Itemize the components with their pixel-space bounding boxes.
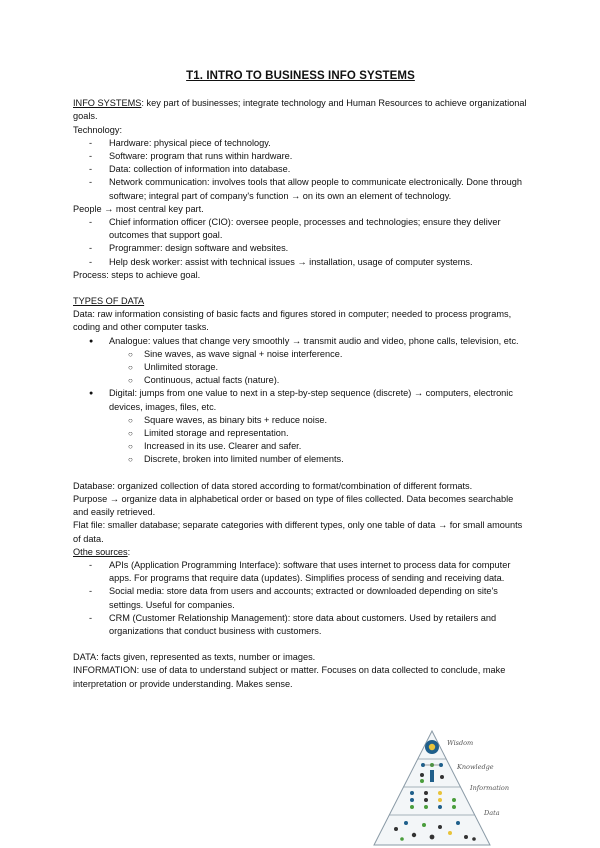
other-sources-colon: : — [127, 546, 131, 557]
document-page — [73, 70, 528, 691]
pyramid-label-data: Data — [484, 809, 500, 817]
list-item: - Help desk worker: assist with technical issues → installation, usage of computer systems. — [73, 256, 528, 269]
digital-list — [73, 387, 528, 413]
other-sources-term: Othe sources — [73, 546, 128, 557]
list-item: ○ Limited storage and representation. — [73, 427, 528, 440]
list-item: ○ Discrete, broken into limited number of elements. — [73, 453, 528, 466]
list-item: - Social media: store data from users and accounts; extracted or downloaded depending on site's settings. Useful for companies. — [73, 585, 528, 611]
info-systems-definition: : key part of businesses; integrate technology and Human Resources to achieve organizational goals. — [73, 98, 527, 122]
technology-label: Technology: — [73, 124, 123, 135]
list-item: - Network communication: involves tools that allow people to communicate electronically. Done through software; integral part of company's function → on its own an element of technology. — [73, 176, 528, 202]
digital-sublist — [73, 414, 528, 467]
list-item: - APIs (Application Programming Interface): software that uses internet to process data for computer apps. For programs that require data (updates). Simplifies process of sending and receiving data. — [73, 559, 528, 585]
list-item: - Chief information officer (CIO): oversee people, processes and technologies; ensure they deliver outcomes that support goal. — [73, 216, 528, 242]
other-sources-list — [73, 559, 528, 638]
list-item: - Programmer: design software and websites. — [73, 242, 528, 255]
technology-list — [73, 137, 528, 203]
process-line: Process: steps to achieve goal. — [73, 269, 201, 280]
flat-file: Flat file: smaller database; separate categories with different types, only one table of data → for small amounts of data. — [73, 520, 523, 544]
list-item: - Hardware: physical piece of technology. — [73, 137, 528, 150]
dikw-pyramid-image — [370, 729, 512, 847]
list-item: - CRM (Customer Relationship Management): store data about customers. Used by retailers and organizations that conduct business with customers. — [73, 612, 528, 638]
info-systems-term: INFO SYSTEMS — [73, 98, 142, 109]
types-of-data-heading: TYPES OF DATA — [73, 296, 145, 307]
page-title: T1. INTRO TO BUSINESS INFO SYSTEMS — [186, 70, 415, 82]
list-item: ○ Unlimited storage. — [73, 361, 528, 374]
info-systems-paragraph — [73, 97, 528, 123]
data-definition: DATA: facts given, represented as texts, number or images. — [73, 652, 316, 663]
list-item: - Software: program that runs within hardware. — [73, 150, 528, 163]
digital-item: ● Digital: jumps from one value to next in a step-by-step sequence (discrete) → computers, electronic devices, images, files, etc. — [73, 387, 528, 413]
list-item: ○ Increased in its use. Clearer and safer. — [73, 440, 528, 453]
pyramid-label-wisdom: Wisdom — [447, 739, 474, 747]
analogue-list — [73, 335, 528, 348]
list-item: ○ Sine waves, as wave signal + noise interference. — [73, 348, 528, 361]
wisdom-star-icon — [429, 744, 435, 750]
people-list — [73, 216, 528, 269]
people-label: People → most central key part. — [73, 203, 204, 214]
information-definition: INFORMATION: use of data to understand subject or matter. Focuses on data collected to conclude, make interpretation or provide understanding. Makes sense. — [73, 665, 506, 689]
analogue-item: ● Analogue: values that change very smoothly → transmit audio and video, phone calls, television, etc. — [73, 335, 528, 348]
data-intro: Data: raw information consisting of basic facts and figures stored in computer; needed to process programs, coding and other computer tasks. — [73, 309, 512, 333]
list-item: ○ Square waves, as binary bits + reduce noise. — [73, 414, 528, 427]
database-definition: Database: organized collection of data stored according to format/combination of different formats. — [73, 480, 473, 491]
list-item: - Data: collection of information into database. — [73, 163, 528, 176]
pyramid-label-information: Information — [470, 784, 510, 792]
other-sources-label — [73, 546, 528, 559]
pyramid-label-knowledge: Knowledge — [457, 763, 494, 771]
analogue-sublist — [73, 348, 528, 388]
list-item: ○ Continuous, actual facts (nature). — [73, 374, 528, 387]
database-purpose: Purpose → organize data in alphabetical order or based on type of files collected. Data becomes searchable and easily retrieved. — [73, 493, 514, 518]
